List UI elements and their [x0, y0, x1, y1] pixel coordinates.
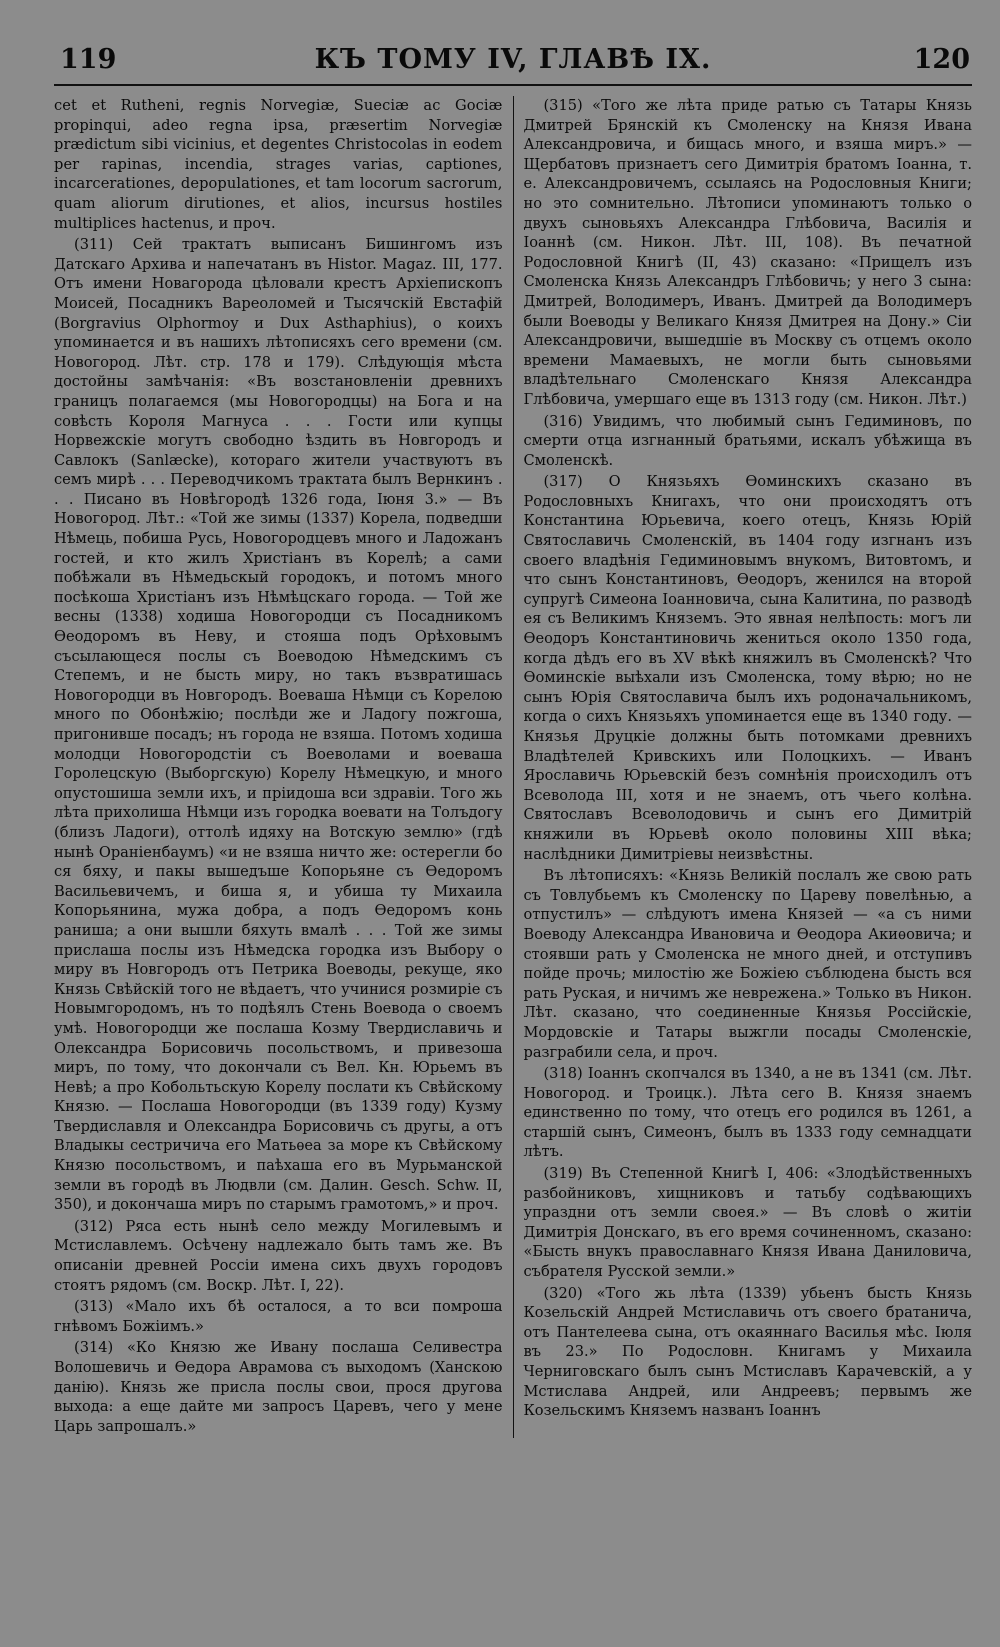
- note-313: (313) «Мало ихъ бѣ осталося, а то вси помроша гнѣвомъ Божіимъ.»: [54, 1298, 503, 1335]
- note-320: (320) «Того жь лѣта (1339) убьенъ бысть Князь Козельскій Андрей Мстиславичь отъ своего братанича, отъ Пантелеева сына, отъ окаяннаго Василья мѣс. Іюля въ 23.» По Родословн. Книгамъ у Михаила Черниговскаго былъ сынъ Мстиславъ Карачевскій, а у Мстислава Андрей, или Андреевъ; первымъ же Козельскимъ Княземъ названъ Іоаннъ: [523, 1284, 972, 1420]
- column-divider: [513, 96, 514, 1438]
- page-header: [54, 40, 972, 86]
- note-315: (315) «Того же лѣта приде ратью съ Татары Князь Дмитрей Брянскій къ Смоленску на Князя Ивана Александровича, и бищась много, и взяша миръ.» — Щербатовъ признаетъ сего Димитрія братомъ Іоанна, т. е. Александровичемъ, ссылаясь на Родословныя Книги; но это сомнительно. Лѣтописи упоминаютъ только о двухъ сыновьяхъ Александра Глѣбовича, Василія и Іоаннѣ (см. Никон. Лѣт. III, 108). Въ печатной Родословной Книгѣ (II, 43) сказано: «Прищелъ изъ Смоленска Князь Александръ Глѣбовичь; у него 3 сына: Дмитрей, Володимеръ, Иванъ. Дмитрей да Володимеръ были Воеводы у Великаго Князя Дмитрея на Дону.» Сіи Александровичи, вышедшіе въ Москву съ отцемъ около времени Мамаевыхъ, не могли быть сыновьями владѣтельнаго Смоленскаго Князя Александра Глѣбовича, умершаго еще въ 1313 году (см. Никон. Лѣт.): [523, 97, 972, 408]
- note-314: (314) «Ко Князю же Ивану послаша Селивестра Волошевичь и Ѳедора Аврамова съ выходомъ (Ханскою данію). Князь же прислa послы свои, прося другова выхода: а еще дайте ми запросъ Царевъ, чего у мене Царь запрошалъ.»: [54, 1339, 503, 1435]
- note-310-continuation: cet et Rutheni, regnis Norvegiæ, Sueciæ ac Gociæ propinqui, adeo regna ipsa, præsertim Norvegiæ prædictum sibi vicinius, et degentes Christocolas in eodem per rapinas, incendia, strages varias, captiones, incarcerationes, depopulationes, et tam locorum sacrorum, quam aliorum dirutiones, et alios, incursus hostiles multiplices hactenus, и проч.: [54, 97, 503, 232]
- page-number-left: 119: [60, 44, 117, 75]
- note-319: (319) Въ Степенной Книгѣ I, 406: «Злодѣйственныхъ разбойниковъ, хищниковъ и татьбу содѣвающихъ упраздни отъ земли своея.» — Въ словѣ о житіи Димитрія Донскаго, въ его время сочиненномъ, сказано: «Бысть внукъ православнаго Князя Ивана Даниловича, събрателя Русской земли.»: [523, 1165, 972, 1281]
- left-column: [54, 96, 503, 1438]
- right-column: [523, 96, 972, 1438]
- note-316: (316) Увидимъ, что любимый сынъ Гедиминовъ, по смерти отца изгнанный братьями, искалъ убѣжища въ Смоленскѣ.: [523, 412, 972, 469]
- note-317: (317) О Князьяхъ Ѳоминскихъ сказано въ Родословныхъ Книгахъ, что они происходятъ отъ Константина Юрьевича, коего отецъ, Князь Юрій Святославичь Смоленскій, въ 1404 году изгнанъ изъ своего владѣнія Гедиминовымъ внукомъ, Витовтомъ, и что сынъ Константиновъ, Ѳеодоръ, женился на второй супругѣ Симеона Іоанновича, сына Калитина, по разводѣ ея съ Великимъ Княземъ. Это явная нелѣпость: могъ ли Ѳеодоръ Константиновичь жениться около 1350 года, когда дѣдъ его въ XV вѣкѣ княжилъ въ Смоленскѣ? Что Ѳоминскіе выѣхали изъ Смоленска, тому вѣрю; но не сынъ Юрія Святославича былъ ихъ родоначальникомъ, когда о сихъ Князьяхъ упоминается еще въ 1340 году. — Князья Друцкіе должны быть потомками древнихъ Владѣтелей Кривскихъ или Полоцкихъ. — Иванъ Ярославичь Юрьевскій безъ сомнѣнія происходилъ отъ Всеволода III, хотя и не знаемъ, отъ чьего колѣна. Святославъ Всеволодовичь и сынъ его Димитрій княжили въ Юрьевѣ около половины XIII вѣка; наслѣдники Димитріевы неизвѣстны.: [523, 473, 972, 863]
- running-title: КЪ ТОМУ IV, ГЛАВѢ IX.: [314, 44, 712, 75]
- note-311: (311) Сей трактатъ выписанъ Бишингомъ изъ Датскаго Архива и напечатанъ въ Histor. Magaz. III, 177. Отъ имени Новагорода цѣловали крестъ Архіепископъ Моисей, Посадникъ Вареоломей и Тысячскій Евстафій (Borgravius Olphormoy и Dux Asthaphius), о коихъ упоминается и въ нашихъ лѣтописяхъ сего времени (см. Новогород. Лѣт. стр. 178 и 179). Слѣдующія мѣста достойны замѣчанія: «Въ возстановленіи древнихъ границъ полагаемся (мы Новогородцы) на Бога и на совѣсть Короля Магнуса . . . Гости или купцы Норвежскіе могутъ свободно ѣздить въ Новгородъ и Савлокъ (Sanlæcke), котораго жители участвуютъ въ семъ мирѣ . . . Переводчикомъ трактата былъ Вернкинъ . . . Писано въ Новѣгородѣ 1326 года, Іюня 3.» — Въ Новогород. Лѣт.: «Той же зимы (1337) Корела, подведши Нѣмець, побиша Русь, Новогородцевъ много и Ладожанъ гостей, и кто жилъ Христіанъ въ Корелѣ; а сами побѣжали въ Нѣмедьскый городокъ, и потомъ много посѣкоша Христіанъ изъ Нѣмѣцскаго города. — Той же весны (1338) ходиша Новогородци съ Посадникомъ Ѳеодоромъ въ Неву, и стояша подъ Орѣховымъ съсылающеся послы съ Воеводою Нѣмедскимъ съ Степемъ, и не бысть миру, но такъ възвратишась Новогородци въ Новгородъ. Воеваша Нѣмци съ Корелою много по Обонѣжію; послѣди же и Ладогу пожгоша, пригонивше посадъ; нъ города не взяша. Потомъ ходиша молодци Новогородстіи съ Воеволами и воеваша Горолецскую (Выборгскую) Корелу Нѣмецкую, и много опустошиша земли ихъ, и пріидоша вси здравіи. Того жь лѣта прихолиша Нѣмци изъ городка воевати на Толъдогу (близъ Ладоги), оттолѣ идяху на Вотскую землю» (гдѣ нынѣ Ораніенбаумъ) «и не взяша ничто же: остерегли бо ся бяху, и пакы вышедъше Копорьяне съ Ѳедоромъ Васильевичемъ, и биша я, и убиша ту Михаила Копорьянина, мужа добра, а подъ Ѳедоромъ конь раниша; а они вышли бяхуть вмалѣ . . . Той же зимы прислаша послы изъ Нѣмедска городка изъ Выбору о миру въ Новгородъ отъ Петрика Воеводы, рекуще, яко Князь Свѣйскій того не вѣдаетъ, что учинися розмирiе съ Новымгородомъ, нъ то подѣялъ Стень Воевода о своемъ умѣ. Новогородци же послаша Козму Твердиславичь и Олександра Борисовичь посольствомъ, и привезоша миръ, по тому, что докончали съ Вел. Кн. Юрьемъ въ Невѣ; а про Кобольтьскую Корелу послати къ Свѣйскому Князю. — Послаша Новогородци (въ 1339 году) Кузму Твердиславля и Олександра Борисовичь съ другы, а отъ Владыкы сестричича его Матьѳеа за море къ Свѣйскому Князю посольствомъ, и паѣхаша его въ Мурьманской земли въ городѣ въ Людвли (см. Далин. Gesch. Schw. II, 350), и докончаша миръ по старымъ грамотомъ,» и проч.: [54, 236, 503, 1214]
- note-317-chronicles: Въ лѣтописяхъ: «Князь Великій послалъ же свою рать съ Товлубьемъ къ Смоленску по Цареву повелѣнью, а отпустилъ» — слѣдуютъ имена Князей — «а съ ними Воеводу Александра Ивановича и Ѳеодора Акиѳовича; и стоявши рать у Смоленска не много дней, и отступивъ пойде прочь; милостію же Божіею съблюдена бысть вся рать Руская, и ничимъ же невреженa.» Только въ Никон. Лѣт. сказано, что соединенные Князья Россійскіе, Мордовскіе и Татары выжгли посады Смоленскіе, разграбили села, и проч.: [523, 867, 972, 1061]
- page-number-right: 120: [913, 44, 970, 75]
- note-318: (318) Іоаннъ скопчался въ 1340, а не въ 1341 (см. Лѣт. Новогород. и Троицк.). Лѣта сего В. Князя знаемъ единственно по тому, что отецъ его родился въ 1261, а старшій сынъ, Симеонъ, былъ въ 1333 году семнадцати лѣтъ.: [523, 1065, 972, 1161]
- text-columns: [54, 96, 972, 1438]
- note-312: (312) Ряса есть нынѣ село между Могилевымъ и Мстиславлемъ. Осѣчену надлежало быть тамъ же. Въ описаніи древней Россіи имена сихъ двухъ городовъ стоятъ рядомъ (см. Воскр. Лѣт. I, 22).: [54, 1217, 503, 1294]
